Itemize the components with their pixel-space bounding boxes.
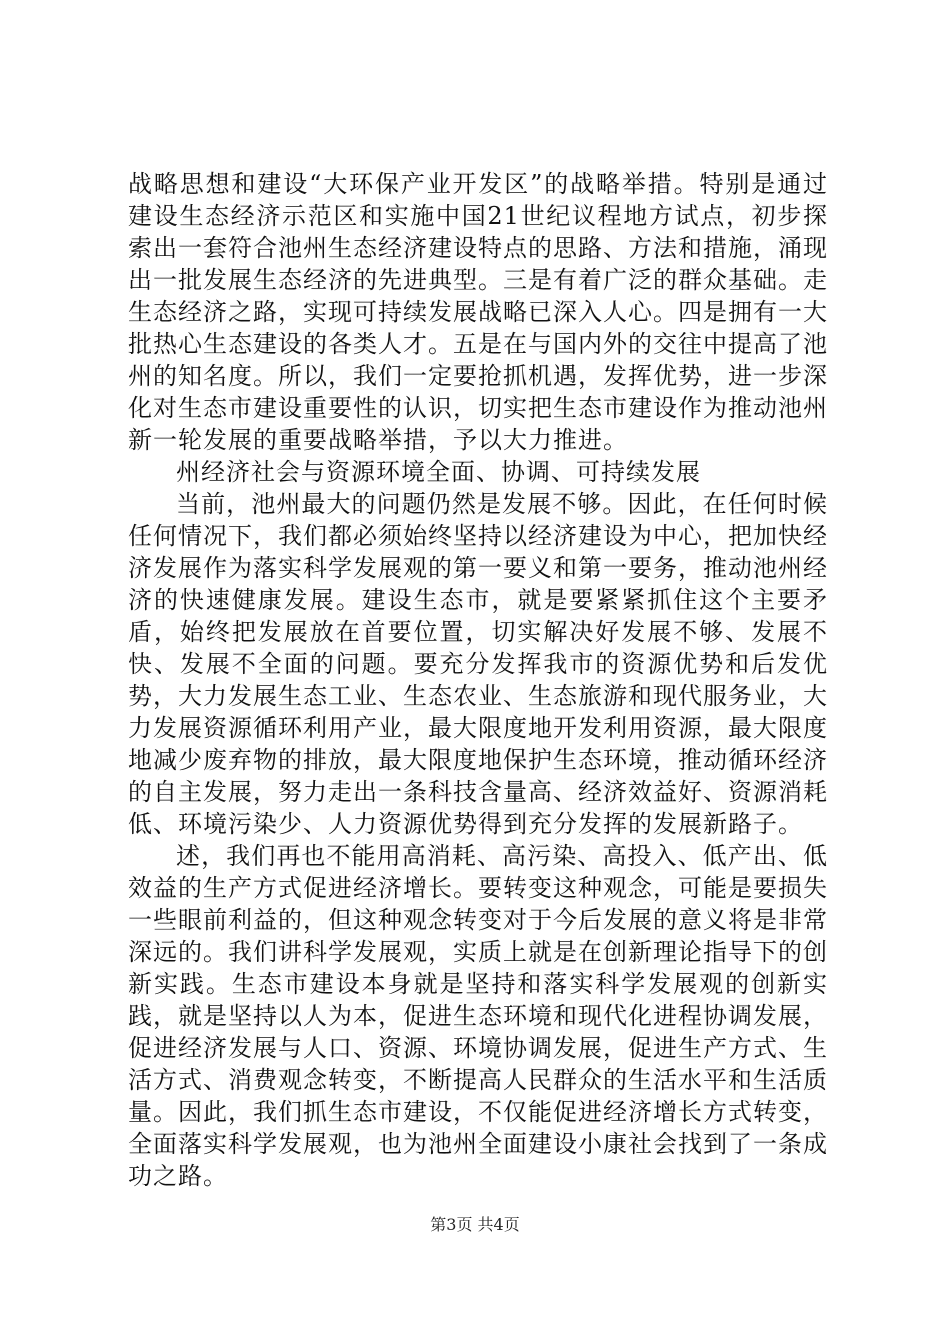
page-number-footer: 第3页 共4页 (430, 1215, 520, 1234)
paragraph-1: 战略思想和建设“大环保产业开发区”的战略举措。特别是通过建设生态经济示范区和实施中国21世纪议程地方试点，初步探索出一套符合池州生态经济建设特点的思路、方法和措施，涌现出一批发展生态经济的先进典型。三是有着广泛的群众基础。走生态经济之路，实现可持续发展战略已深入人心。四是拥有一大批热心生态建设的各类人才。五是在与国内外的交往中提高了池州的知名度。所以，我们一定要抢抓机遇，发挥优势，进一步深化对生态市建设重要性的认识，切实把生态市建设作为推动池州新一轮发展的重要战略举措，予以大力推进。 (128, 170, 828, 454)
paragraph-3: 当前，池州最大的问题仍然是发展不够。因此，在任何时候任何情况下，我们都必须始终坚持以经济建设为中心，把加快经济发展作为落实科学发展观的第一要义和第一要务，推动池州经济的快速健康发展。建设生态市，就是要紧紧抓住这个主要矛盾，始终把发展放在首要位置，切实解决好发展不够、发展不快、发展不全面的问题。要充分发挥我市的资源优势和后发优势，大力发展生态工业、生态农业、生态旅游和现代服务业，大力发展资源循环利用产业，最大限度地开发利用资源，最大限度地减少废弃物的排放，最大限度地保护生态环境，推动循环经济的自主发展，努力走出一条科技含量高、经济效益好、资源消耗低、环境污染少、人力资源优势得到充分发挥的发展新路子。 (128, 490, 828, 838)
paragraph-4: 述，我们再也不能用高消耗、高污染、高投入、低产出、低效益的生产方式促进经济增长。要转变这种观念，可能是要损失一些眼前利益的，但这种观念转变对于今后发展的意义将是非常深远的。我们讲科学发展观，实质上就是在创新理论指导下的创新实践。生态市建设本身就是坚持和落实科学发展观的创新实践，就是坚持以人为本，促进生态环境和现代化进程协调发展，促进经济发展与人口、资源、环境协调发展，促进生产方式、生活方式、消费观念转变，不断提高人民群众的生活水平和生活质量。因此，我们抓生态市建设，不仅能促进经济增长方式转变，全面落实科学发展观，也为池州全面建设小康社会找到了一条成功之路。 (128, 842, 828, 1190)
document-body (128, 168, 828, 1192)
paragraph-2: 州经济社会与资源环境全面、协调、可持续发展 (176, 458, 701, 486)
